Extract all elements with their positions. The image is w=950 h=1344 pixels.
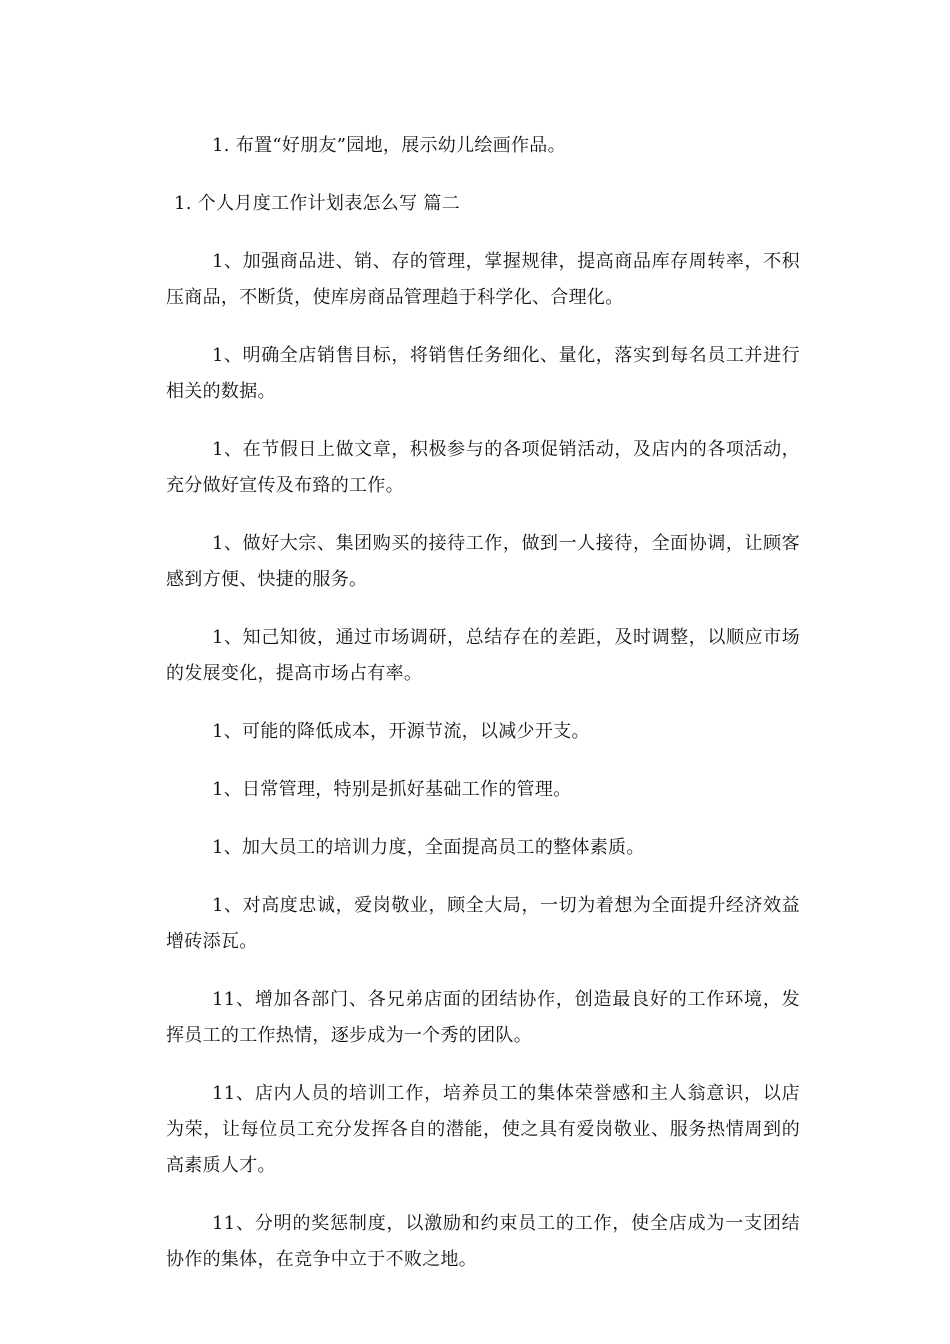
paragraph-9: 1、日常管理，特别是抓好基础工作的管理。 [212, 779, 572, 800]
paragraph-11: 1、对高度忠诚，爱岗敬业，顾全大局，一切为着想为全面提升经济效益增砖添瓦。 [166, 895, 800, 952]
paragraph-12: 11、增加各部门、各兄弟店面的团结协作，创造最良好的工作环境，发挥员工的工作热情，逐步成为一个秀的团队。 [166, 989, 800, 1046]
paragraph-10: 1、加大员工的培训力度，全面提高员工的整体素质。 [212, 837, 645, 858]
paragraph-6: 1、做好大宗、集团购买的接待工作，做到一人接待，全面协调，让顾客感到方便、快捷的服务。 [166, 533, 800, 590]
paragraph-4: 1、明确全店销售目标，将销售任务细化、量化，落实到每名员工并进行相关的数据。 [166, 345, 800, 402]
paragraph-3: 1、加强商品进、销、存的管理，掌握规律，提高商品库存周转率，不积压商品，不断货，使库房商品管理趋于科学化、合理化。 [166, 251, 800, 308]
paragraph-13: 11、店内人员的培训工作，培养员工的集体荣誉感和主人翁意识，以店为荣，让每位员工充分发挥各自的潜能，使之具有爱岗敬业、服务热情周到的高素质人才。 [166, 1083, 800, 1176]
paragraph-14: 11、分明的奖惩制度，以激励和约束员工的工作，使全店成为一支团结协作的集体，在竞争中立于不败之地。 [166, 1213, 800, 1270]
paragraph-1: 1. 布置“好朋友”园地，展示幼儿绘画作品。 [212, 135, 566, 156]
paragraph-7: 1、知己知彼，通过市场调研，总结存在的差距，及时调整，以顺应市场的发展变化，提高市场占有率。 [166, 627, 800, 684]
document-body [166, 128, 800, 1300]
section-heading: 1. 个人月度工作计划表怎么写 篇二 [174, 193, 461, 214]
paragraph-5: 1、在节假日上做文章，积极参与的各项促销活动，及店内的各项活动，充分做好宣传及布臵的工作。 [166, 439, 800, 496]
paragraph-8: 1、可能的降低成本，开源节流，以减少开支。 [212, 721, 590, 742]
